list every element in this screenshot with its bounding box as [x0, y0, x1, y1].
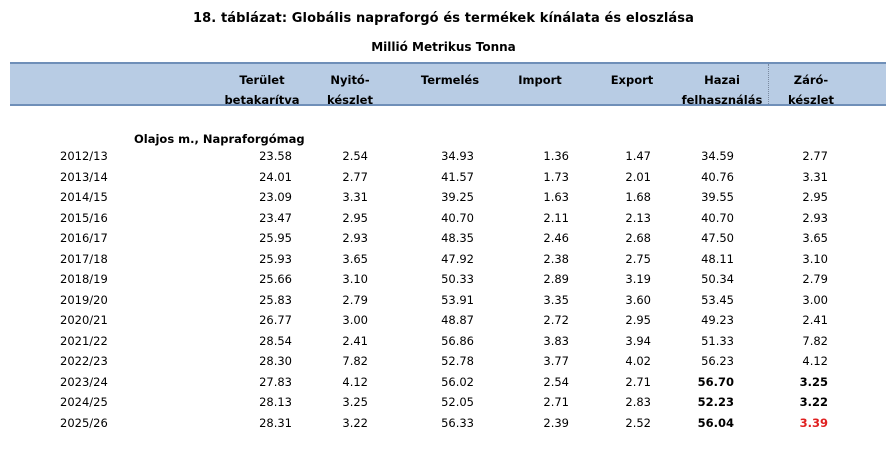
cell-production: 48.87 — [441, 313, 474, 327]
header-export — [602, 70, 662, 90]
cell-area: 26.77 — [259, 313, 292, 327]
cell-import: 3.35 — [543, 292, 569, 307]
header-area-line1: Terület — [239, 73, 285, 87]
cell-import: 2.71 — [543, 395, 569, 409]
header-import-line1: Import — [518, 73, 562, 87]
cell-production: 48.35 — [441, 231, 474, 245]
cell-year: 2015/16 — [60, 210, 108, 225]
cell-beginning: 2.95 — [342, 210, 368, 225]
cell-import: 2.11 — [543, 210, 569, 225]
cell-ending: 2.95 — [802, 190, 828, 204]
cell-beginning: 3.31 — [342, 190, 368, 204]
header-production — [410, 70, 490, 90]
cell-area: 28.31 — [259, 415, 292, 430]
cell-year: 2025/26 — [60, 415, 108, 430]
cell-import: 2.89 — [543, 272, 569, 286]
cell-beginning: 2.77 — [342, 169, 368, 184]
cell-export: 4.02 — [625, 354, 651, 368]
cell-year: 2024/25 — [60, 395, 108, 409]
cell-export: 3.19 — [625, 272, 651, 286]
cell-production: 50.33 — [441, 272, 474, 286]
cell-year: 2019/20 — [60, 292, 108, 307]
header-production-line1: Termelés — [420, 73, 480, 87]
cell-ending: 3.25 — [799, 374, 828, 389]
cell-export: 2.68 — [625, 231, 651, 245]
cell-domestic: 56.04 — [697, 415, 734, 430]
cell-domestic: 51.33 — [701, 333, 734, 348]
header-area-line2: betakarítva — [224, 93, 300, 107]
cell-year: 2021/22 — [60, 333, 108, 348]
cell-import: 1.36 — [543, 149, 569, 163]
header-beginning-line1: Nyitó- — [330, 73, 370, 87]
cell-ending: 2.41 — [802, 313, 828, 327]
cell-year: 2012/13 — [60, 149, 108, 163]
cell-beginning: 4.12 — [342, 374, 368, 389]
table-row — [0, 211, 887, 231]
cell-production: 53.91 — [441, 292, 474, 307]
table-row — [0, 272, 887, 292]
cell-import: 2.72 — [543, 313, 569, 327]
cell-area: 28.30 — [259, 354, 292, 368]
table-row — [0, 375, 887, 395]
cell-import: 1.63 — [543, 190, 569, 204]
table-row — [0, 334, 887, 354]
cell-domestic: 50.34 — [701, 272, 734, 286]
table-row — [0, 252, 887, 272]
cell-import: 3.77 — [543, 354, 569, 368]
header-beginning-line2: készlet — [327, 93, 373, 107]
cell-production: 56.86 — [441, 333, 474, 348]
cell-year: 2014/15 — [60, 190, 108, 204]
cell-export: 1.68 — [625, 190, 651, 204]
cell-production: 39.25 — [441, 190, 474, 204]
cell-export: 2.52 — [625, 415, 651, 430]
cell-ending: 7.82 — [802, 333, 828, 348]
header-domestic-line2: felhasználás — [681, 93, 763, 107]
cell-ending: 2.93 — [802, 210, 828, 225]
cell-import: 2.54 — [543, 374, 569, 389]
cell-domestic: 56.70 — [697, 374, 734, 389]
header-ending-line1: Záró- — [793, 73, 829, 87]
cell-year: 2022/23 — [60, 354, 108, 368]
table-row — [0, 395, 887, 415]
header-export-line1: Export — [610, 73, 654, 87]
cell-year: 2016/17 — [60, 231, 108, 245]
cell-domestic: 47.50 — [701, 231, 734, 245]
cell-domestic: 56.23 — [701, 354, 734, 368]
cell-year: 2018/19 — [60, 272, 108, 286]
cell-beginning: 3.25 — [342, 395, 368, 409]
cell-domestic: 52.23 — [697, 395, 734, 409]
header-separator — [768, 64, 769, 104]
cell-import: 1.73 — [543, 169, 569, 184]
cell-area: 25.93 — [259, 251, 292, 266]
cell-beginning: 2.41 — [342, 333, 368, 348]
table-row — [0, 354, 887, 374]
cell-area: 28.13 — [259, 395, 292, 409]
cell-import: 2.46 — [543, 231, 569, 245]
table-title: 18. táblázat: Globális napraforgó és termékek kínálata és eloszlása — [192, 11, 694, 26]
table-row — [0, 149, 887, 169]
cell-beginning: 3.10 — [342, 272, 368, 286]
cell-domestic: 40.76 — [701, 169, 734, 184]
header-beginning — [320, 70, 380, 110]
table-header — [10, 62, 886, 106]
cell-domestic: 34.59 — [701, 149, 734, 163]
cell-area: 25.83 — [259, 292, 292, 307]
table-row — [0, 293, 887, 313]
cell-beginning: 2.54 — [342, 149, 368, 163]
cell-export: 3.60 — [625, 292, 651, 307]
cell-production: 52.05 — [441, 395, 474, 409]
cell-area: 23.58 — [259, 149, 292, 163]
cell-export: 3.94 — [625, 333, 651, 348]
cell-ending: 3.39 — [799, 415, 828, 430]
section-label: Olajos m., Napraforgómag — [134, 132, 305, 146]
cell-import: 2.39 — [543, 415, 569, 430]
cell-domestic: 39.55 — [701, 190, 734, 204]
cell-ending: 3.65 — [802, 231, 828, 245]
table-row — [0, 190, 887, 210]
cell-year: 2017/18 — [60, 251, 108, 266]
header-import — [510, 70, 570, 90]
cell-ending: 2.77 — [802, 149, 828, 163]
cell-domestic: 48.11 — [701, 251, 734, 266]
cell-production: 41.57 — [441, 169, 474, 184]
cell-beginning: 2.79 — [342, 292, 368, 307]
table-row — [0, 231, 887, 251]
cell-production: 40.70 — [441, 210, 474, 225]
cell-export: 2.71 — [625, 374, 651, 389]
cell-import: 2.38 — [543, 251, 569, 266]
cell-export: 2.95 — [625, 313, 651, 327]
cell-domestic: 40.70 — [701, 210, 734, 225]
cell-area: 28.54 — [259, 333, 292, 348]
cell-year: 2020/21 — [60, 313, 108, 327]
cell-production: 34.93 — [441, 149, 474, 163]
cell-area: 25.95 — [259, 231, 292, 245]
header-area — [222, 70, 302, 110]
cell-export: 1.47 — [625, 149, 651, 163]
cell-beginning: 3.65 — [342, 251, 368, 266]
cell-export: 2.01 — [625, 169, 651, 184]
cell-import: 3.83 — [543, 333, 569, 348]
cell-beginning: 3.00 — [342, 313, 368, 327]
header-domestic — [680, 70, 764, 110]
header-ending-line2: készlet — [788, 93, 834, 107]
cell-area: 23.09 — [259, 190, 292, 204]
cell-area: 25.66 — [259, 272, 292, 286]
cell-area: 27.83 — [259, 374, 292, 389]
cell-beginning: 7.82 — [342, 354, 368, 368]
cell-area: 24.01 — [259, 169, 292, 184]
cell-ending: 3.22 — [799, 395, 828, 409]
cell-year: 2023/24 — [60, 374, 108, 389]
table-row — [0, 416, 887, 436]
cell-production: 47.92 — [441, 251, 474, 266]
cell-ending: 3.10 — [802, 251, 828, 266]
table-row — [0, 313, 887, 333]
cell-export: 2.13 — [625, 210, 651, 225]
cell-domestic: 49.23 — [701, 313, 734, 327]
cell-ending: 3.00 — [802, 292, 828, 307]
cell-production: 56.33 — [441, 415, 474, 430]
cell-year: 2013/14 — [60, 169, 108, 184]
cell-ending: 4.12 — [802, 354, 828, 368]
cell-ending: 3.31 — [802, 169, 828, 184]
cell-beginning: 3.22 — [342, 415, 368, 430]
cell-production: 52.78 — [441, 354, 474, 368]
cell-export: 2.83 — [625, 395, 651, 409]
cell-ending: 2.79 — [802, 272, 828, 286]
header-ending — [786, 70, 836, 110]
table-subtitle: Millió Metrikus Tonna — [371, 40, 516, 54]
cell-domestic: 53.45 — [701, 292, 734, 307]
cell-export: 2.75 — [625, 251, 651, 266]
cell-area: 23.47 — [259, 210, 292, 225]
table-row — [0, 170, 887, 190]
cell-beginning: 2.93 — [342, 231, 368, 245]
cell-production: 56.02 — [441, 374, 474, 389]
header-domestic-line1: Hazai — [704, 73, 740, 87]
